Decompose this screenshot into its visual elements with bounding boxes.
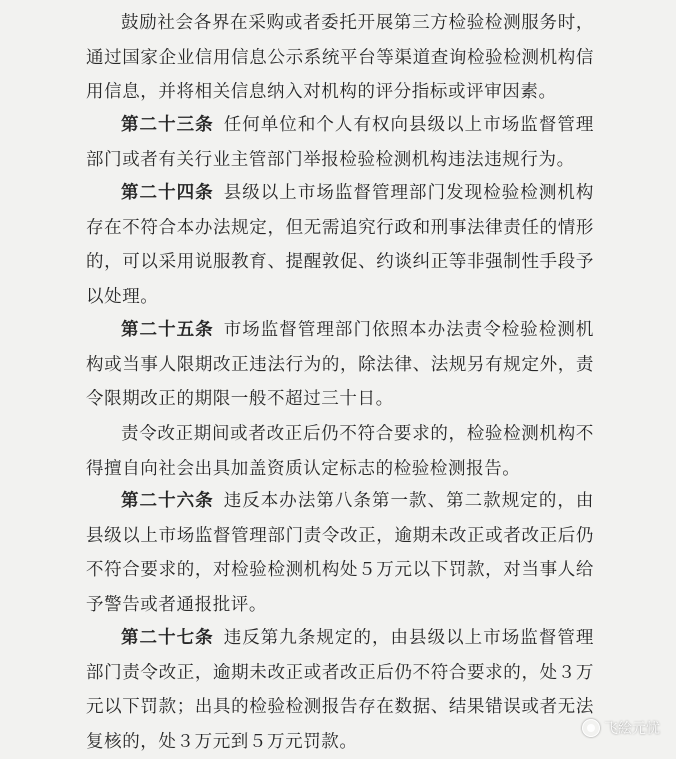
article-number: 第二十六条 bbox=[121, 491, 214, 511]
watermark-text: 飞絵元忧 bbox=[604, 721, 660, 737]
article-number: 第二十三条 bbox=[121, 115, 214, 135]
article-25 bbox=[86, 313, 594, 417]
article-number: 第二十七条 bbox=[121, 628, 214, 648]
article-27 bbox=[86, 621, 594, 759]
article-25-paragraph-2 bbox=[86, 417, 594, 486]
article-24 bbox=[86, 176, 594, 314]
article-number: 第二十四条 bbox=[121, 183, 214, 203]
paragraph-intro bbox=[86, 6, 594, 110]
article-text: 违反本办法第八条第一款、第二款规定的，由县级以上市场监督管理部门责令改正，逾期未改正或者改正后仍不符合要求的，对检验检测机构处５万元以下罚款，对当事人给予警告或者通报批评。 bbox=[86, 491, 594, 615]
article-text: 任何单位和个人有权向县级以上市场监督管理部门或者有关行业主管部门举报检验检测机构违法违规行为。 bbox=[86, 115, 594, 170]
paragraph-text: 鼓励社会各界在采购或者委托开展第三方检验检测服务时，通过国家企业信用信息公示系统平台等渠道查询检验检测机构信用信息，并将相关信息纳入对机构的评分指标或评审因素。 bbox=[86, 13, 594, 102]
paragraph-text: 责令改正期间或者改正后仍不符合要求的，检验检测机构不得擅自向社会出具加盖资质认定标志的检验检测报告。 bbox=[86, 424, 594, 479]
article-text: 市场监督管理部门依照本办法责令检验检测机构或当事人限期改正违法行为的，除法律、法规另有规定外，责令限期改正的期限一般不超过三十日。 bbox=[86, 320, 594, 409]
watermark bbox=[582, 718, 660, 738]
article-23 bbox=[86, 108, 594, 177]
article-26 bbox=[86, 484, 594, 622]
article-text: 县级以上市场监督管理部门发现检验检测机构存在不符合本办法规定，但无需追究行政和刑事法律责任的情形的，可以采用说服教育、提醒敦促、约谈纠正等非强制性手段予以处理。 bbox=[86, 183, 594, 307]
article-text: 违反第九条规定的，由县级以上市场监督管理部门责令改正，逾期未改正或者改正后仍不符合要求的，处３万元以下罚款；出具的检验检测报告存在数据、结果错误或者无法复核的，处３万元到５万元罚款。 bbox=[86, 628, 594, 752]
article-number: 第二十五条 bbox=[121, 320, 214, 340]
brand-logo-icon bbox=[582, 719, 600, 737]
